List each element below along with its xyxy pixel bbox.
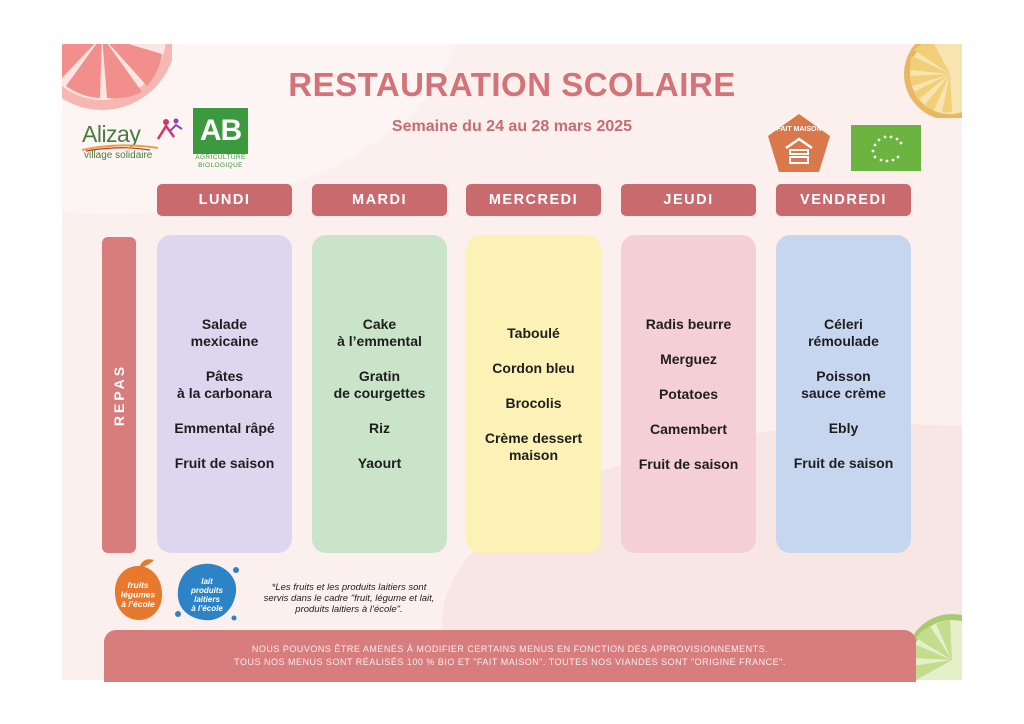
week-subtitle: Semaine du 24 au 28 mars 2025	[391, 118, 633, 135]
day-column-mardi	[312, 235, 447, 553]
partner-logos	[112, 558, 242, 633]
footer-line-2: TOUS NOS MENUS SONT RÉALISÉS 100 % BIO ET "FAIT MAISON". TOUTES NOS VIANDES SONT "ORIGINE FRANCE".	[234, 657, 786, 667]
dish-item: Pâtes à la carbonara	[177, 368, 272, 401]
day-column-vendredi	[776, 235, 911, 553]
eu-leaf-icon	[851, 125, 921, 171]
ab-text-2: BIOLOGIQUE	[198, 162, 243, 169]
dish-item: Potatoes	[658, 385, 719, 402]
day-column-lundi	[157, 235, 292, 553]
dish-item: Merguez	[660, 350, 717, 367]
dish-item: Emmental râpé	[174, 420, 275, 436]
lait-produits-laitiers-logo	[175, 564, 239, 621]
dish-item: Brocolis	[505, 394, 562, 411]
dish-item: Cake à l’emmental	[337, 316, 422, 349]
dish-item: Yaourt	[357, 455, 402, 471]
dish-item: Fruit de saison	[793, 455, 894, 471]
fruits-legumes-logo	[115, 559, 162, 620]
dish-item: Camembert	[649, 420, 728, 437]
alizay-logo-name: Alizay	[82, 121, 141, 147]
dish-item: Céleri rémoulade	[808, 316, 879, 349]
page-title: RESTAURATION SCOLAIRE	[288, 66, 736, 103]
fruits-logo-text: fruits légumes à l’école	[120, 580, 156, 609]
ab-mark: AB	[193, 108, 248, 154]
dish-item: Cordon bleu	[492, 359, 575, 376]
dish-item: Gratin de courgettes	[333, 368, 426, 401]
lait-logo-text: lait produits laitiers à l’école	[191, 577, 223, 613]
people-icon	[154, 117, 184, 143]
dish-item: Salade mexicaine	[190, 316, 259, 349]
ab-text-1: AGRICULTURE	[195, 154, 246, 161]
day-header-lundi: LUNDI	[157, 184, 292, 216]
dish-item: Riz	[369, 420, 390, 436]
dish-item: Fruit de saison	[174, 455, 275, 471]
fait-maison-text: FAIT MAISON	[776, 126, 822, 133]
day-header-mercredi: MERCREDI	[466, 184, 601, 216]
meal-row-label: REPAS	[111, 363, 127, 427]
dish-item: Ebly	[828, 420, 859, 436]
day-header-mardi: MARDI	[312, 184, 447, 216]
eu-organic-logo	[851, 125, 921, 171]
fait-maison-logo	[766, 112, 832, 179]
dish-item: Radis beurre	[645, 315, 732, 332]
dish-item: Taboulé	[507, 324, 560, 341]
agriculture-biologique-logo	[193, 108, 248, 172]
footer-line-1: NOUS POUVONS ÊTRE AMENÉS À MODIFIER CERTAINS MENUS EN FONCTION DES APPROVISIONNEMENTS.	[251, 644, 769, 654]
footer-banner	[104, 630, 916, 682]
alizay-logo-tagline: village solidaire	[84, 150, 153, 161]
dish-item: Crème dessert maison	[484, 429, 583, 463]
dish-item: Fruit de saison	[638, 455, 739, 472]
day-header-vendredi: VENDREDI	[776, 184, 911, 216]
day-header-jeudi: JEUDI	[621, 184, 756, 216]
dish-item: Poisson sauce crème	[801, 368, 886, 401]
day-column-jeudi	[621, 235, 756, 553]
day-column-mercredi	[466, 235, 601, 553]
alizay-logo	[80, 117, 190, 173]
partner-note: *Les fruits et les produits laitiers sont servis dans le cadre "fruit, légume et lait, produits laitiers à l’école".	[263, 582, 435, 615]
